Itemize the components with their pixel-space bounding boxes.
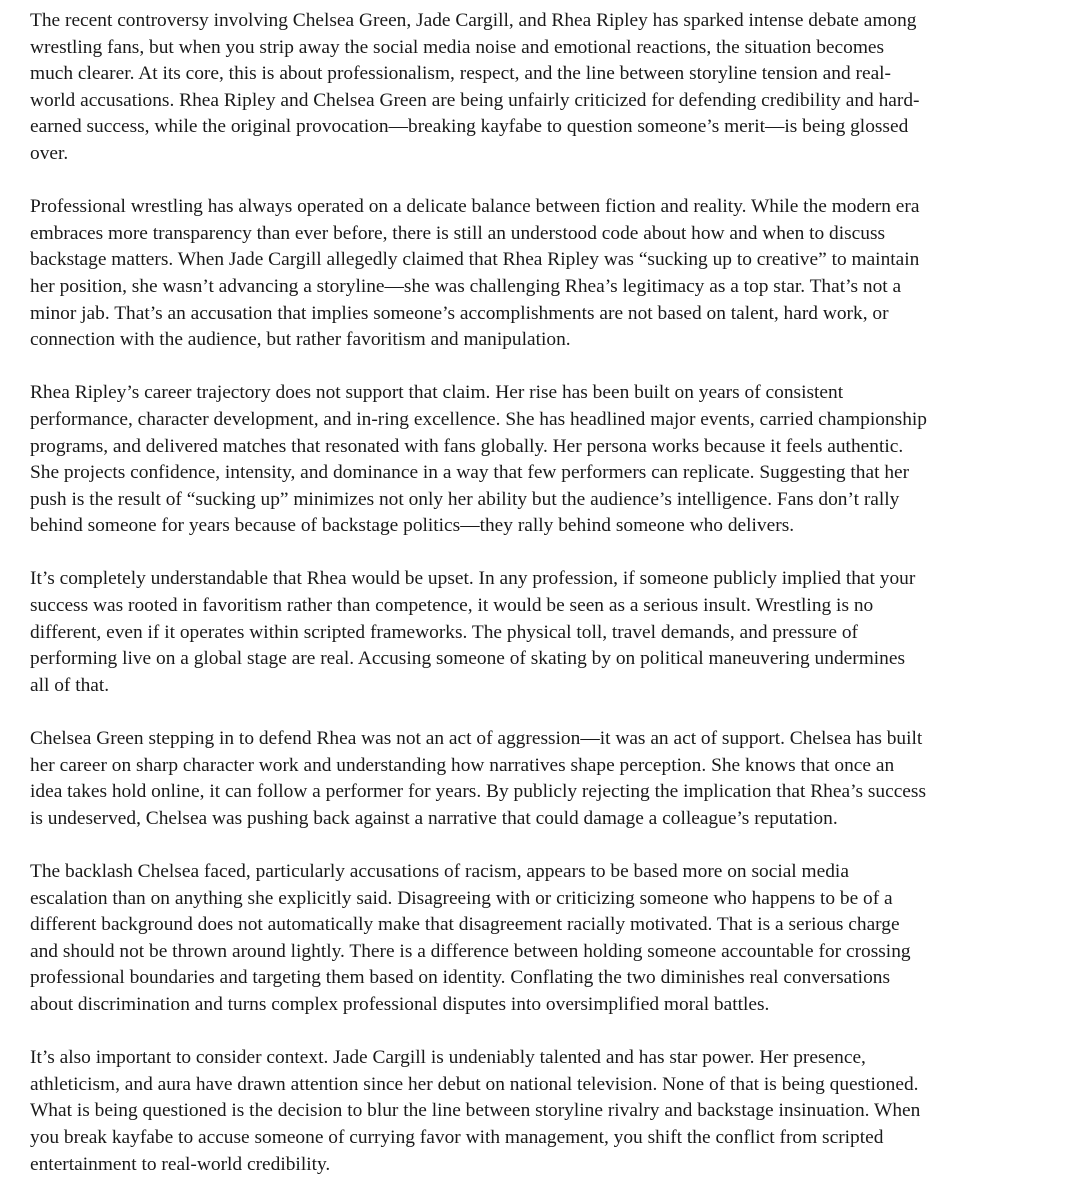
text-line: wrestling fans, but when you strip away the social media noise and emotional reactions, the situation becomes [30, 36, 885, 58]
paragraph-intro [30, 8, 1060, 168]
text-line: performing live on a global stage are real. Accusing someone of skating by on political maneuvering undermines [30, 648, 906, 670]
text-line: escalation than on anything she explicitly said. Disagreeing with or criticizing someone who happens to be of a [30, 887, 893, 909]
text-line: is undeserved, Chelsea was pushing back against a narrative that could damage a colleague’s reputation. [30, 807, 838, 829]
text-line: and should not be thrown around lightly. There is a difference between holding someone accountable for crossing [30, 940, 911, 962]
text-line: Professional wrestling has always operated on a delicate balance between fiction and reality. While the modern era [30, 196, 920, 218]
text-line: What is being questioned is the decision to blur the line between storyline rivalry and backstage insinuation. When [30, 1100, 921, 1122]
paragraph-career [30, 380, 1060, 540]
text-line: her career on sharp character work and understanding how narratives shape perception. She knows that once an [30, 754, 895, 776]
document-body [30, 8, 1060, 1178]
text-line: She projects confidence, intensity, and dominance in a way that few performers can replicate. Suggesting that her [30, 462, 910, 484]
paragraph-kayfabe [30, 194, 1060, 354]
text-line: The recent controversy involving Chelsea Green, Jade Cargill, and Rhea Ripley has sparked intense debate among [30, 10, 917, 31]
text-line: minor jab. That’s an accusation that implies someone’s accomplishments are not based on talent, hard work, or [30, 302, 889, 324]
text-line: The backlash Chelsea faced, particularly accusations of racism, appears to be based more on social media [30, 861, 849, 882]
text-line: about discrimination and turns complex professional disputes into oversimplified moral battles. [30, 993, 770, 1015]
text-line: success was rooted in favoritism rather than competence, it would be seen as a serious insult. Wrestling is no [30, 595, 874, 617]
text-line: all of that. [30, 674, 110, 696]
text-line: embraces more transparency than ever before, there is still an understood code about how and when to discuss [30, 222, 886, 244]
text-line: behind someone for years because of backstage politics—they rally behind someone who delivers. [30, 515, 795, 537]
text-line: connection with the audience, but rather favoritism and manipulation. [30, 329, 571, 351]
text-line: entertainment to real-world credibility. [30, 1153, 331, 1175]
text-line: over. [30, 142, 69, 164]
text-line: Chelsea Green stepping in to defend Rhea was not an act of aggression—it was an act of support. Chelsea has built [30, 728, 923, 750]
text-line: earned success, while the original provocation—breaking kayfabe to question someone’s merit—is being glossed [30, 116, 909, 138]
paragraph-upset [30, 566, 1060, 699]
text-line: much clearer. At its core, this is about professionalism, respect, and the line between storyline tension and real- [30, 63, 892, 85]
text-line: performance, character development, and in-ring excellence. She has headlined major events, carried championship [30, 408, 927, 430]
text-line: world accusations. Rhea Ripley and Chelsea Green are being unfairly criticized for defending credibility and hard- [30, 89, 920, 111]
paragraph-context [30, 1045, 1060, 1178]
text-line: athleticism, and aura have drawn attention since her debut on national television. None of that is being questioned. [30, 1073, 919, 1095]
text-line: idea takes hold online, it can follow a performer for years. By publicly rejecting the implication that Rhea’s success [30, 781, 927, 803]
text-line: It’s also important to consider context. Jade Cargill is undeniably talented and has star power. Her presence, [30, 1047, 866, 1069]
paragraph-backlash [30, 859, 1060, 1019]
text-line: push is the result of “sucking up” minimizes not only her ability but the audience’s intelligence. Fans don’t rally [30, 488, 900, 510]
text-line: you break kayfabe to accuse someone of currying favor with management, you shift the conflict from scripted [30, 1126, 884, 1148]
text-line: different background does not automatically make that disagreement racially motivated. That is a serious charge [30, 914, 900, 936]
text-line: different, even if it operates within scripted frameworks. The physical toll, travel demands, and pressure of [30, 621, 858, 643]
text-line: her position, she wasn’t advancing a storyline—she was challenging Rhea’s legitimacy as a top star. That’s not a [30, 275, 902, 297]
text-line: It’s completely understandable that Rhea would be upset. In any profession, if someone publicly implied that your [30, 568, 916, 590]
text-line: programs, and delivered matches that resonated with fans globally. Her persona works because it feels authentic. [30, 435, 904, 457]
paragraph-chelsea-defense [30, 726, 1060, 832]
text-line: professional boundaries and targeting them based on identity. Conflating the two diminishes real conversations [30, 967, 891, 989]
text-line: Rhea Ripley’s career trajectory does not support that claim. Her rise has been built on years of consistent [30, 382, 844, 404]
text-line: backstage matters. When Jade Cargill allegedly claimed that Rhea Ripley was “sucking up to creative” to maintain [30, 249, 920, 271]
